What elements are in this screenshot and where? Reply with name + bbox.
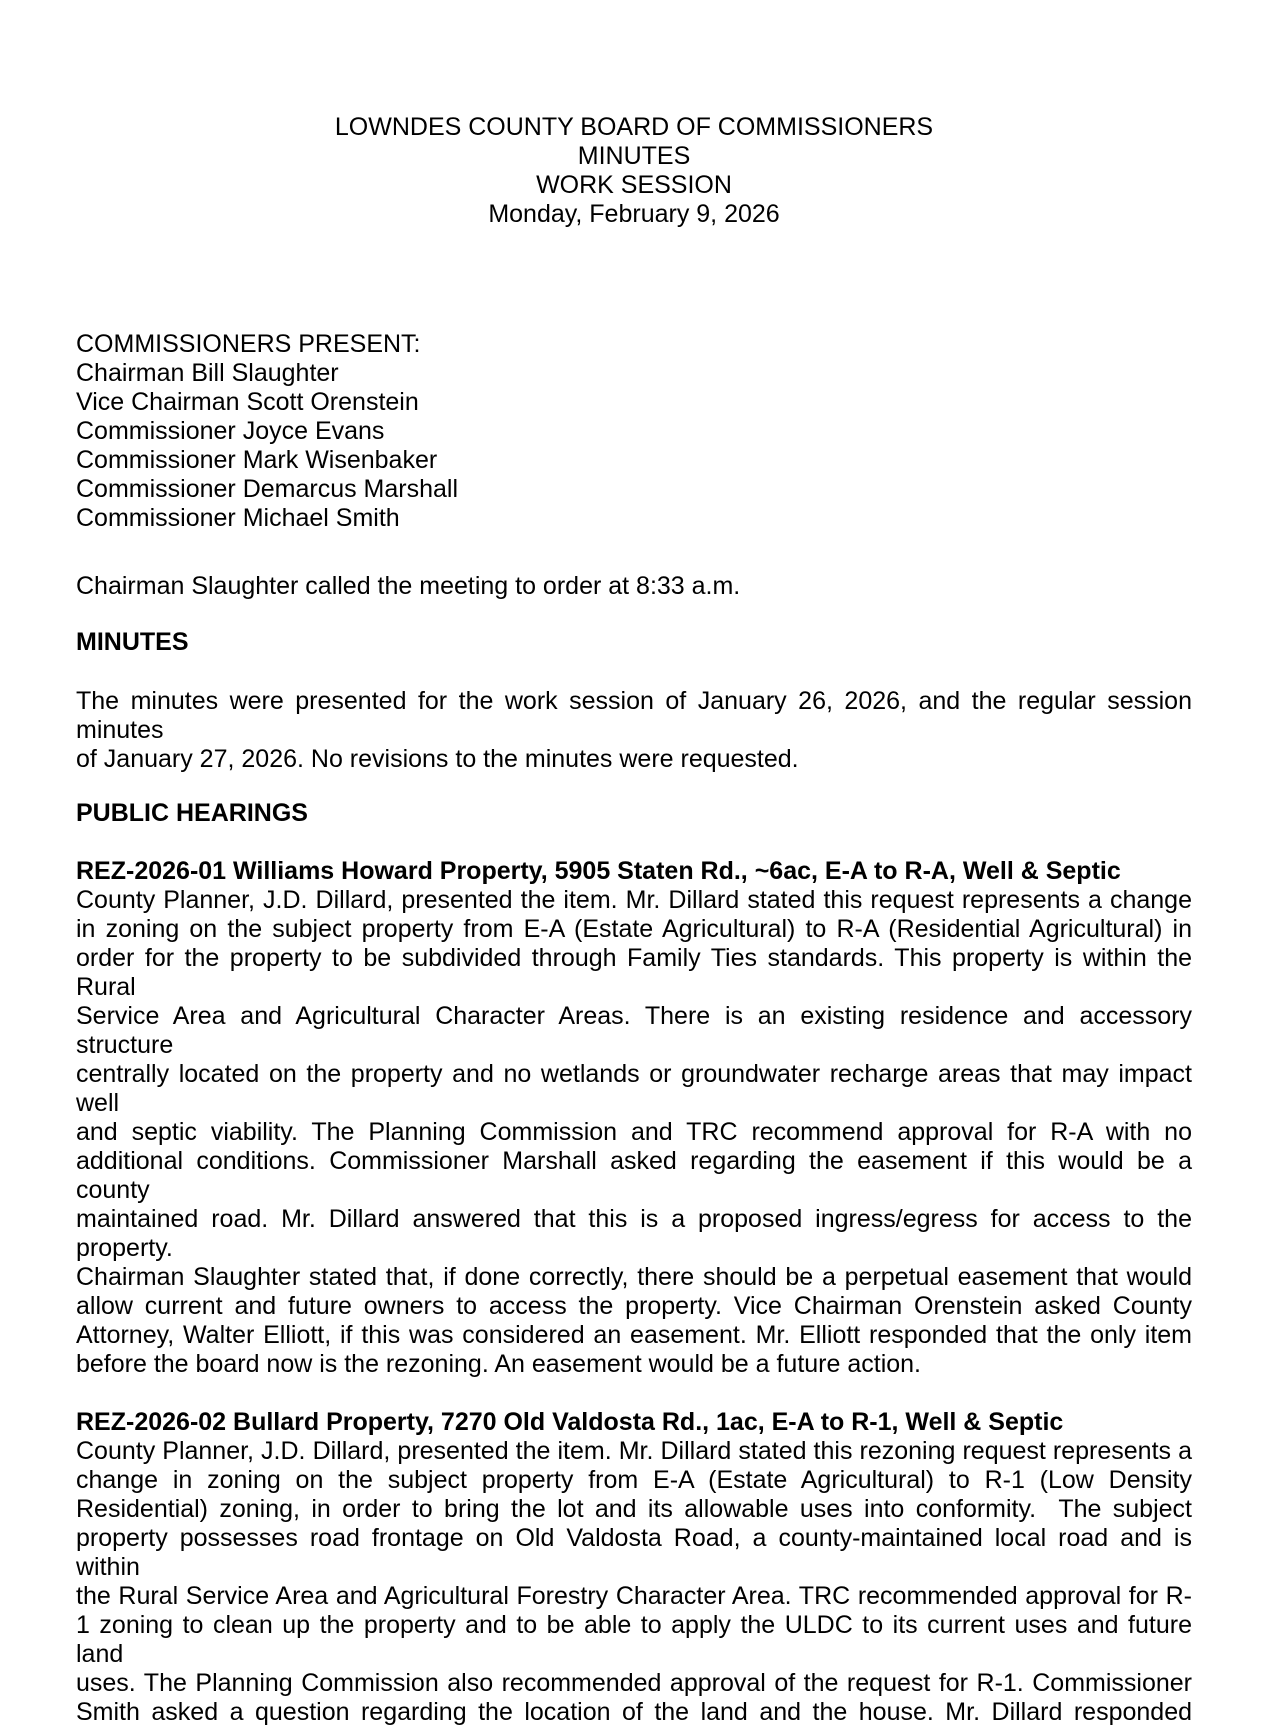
- hearing-item-heading: REZ-2026-01 Williams Howard Property, 5905 Staten Rd., ~6ac, E-A to R-A, Well & Septic: [76, 857, 1121, 885]
- title-line: MINUTES: [577, 142, 691, 170]
- paragraph-line: 1 zoning to clean up the property and to be able to apply the ULDC to its current uses and future land: [76, 1611, 1199, 1668]
- paragraph-line: centrally located on the property and no wetlands or groundwater recharge areas that may impact well: [76, 1060, 1199, 1117]
- paragraph-line: of January 27, 2026. No revisions to the minutes were requested.: [76, 745, 799, 773]
- title-line: WORK SESSION: [536, 171, 732, 199]
- title-line: Monday, February 9, 2026: [488, 200, 780, 228]
- paragraph-line: before the board now is the rezoning. An easement would be a future action.: [76, 1350, 921, 1378]
- attendance-block: [76, 330, 1192, 533]
- paragraph-line: maintained road. Mr. Dillard answered that this is a proposed ingress/egress for access to the property.: [76, 1205, 1199, 1262]
- paragraph-line: County Planner, J.D. Dillard, presented the item. Mr. Dillard stated this request represents a change: [76, 886, 1192, 914]
- paragraph-line: Chairman Slaughter stated that, if done correctly, there should be a perpetual easement that would: [76, 1263, 1192, 1291]
- paragraph-line: the Rural Service Area and Agricultural Forestry Character Area. TRC recommended approval for R-: [76, 1582, 1192, 1610]
- minutes-paragraph: [76, 687, 1199, 774]
- attendance-member: Commissioner Mark Wisenbaker: [76, 446, 438, 474]
- attendance-member: Commissioner Joyce Evans: [76, 417, 385, 445]
- paragraph-line: County Planner, J.D. Dillard, presented the item. Mr. Dillard stated this rezoning request represents a: [76, 1437, 1192, 1465]
- paragraph-line: allow current and future owners to access the property. Vice Chairman Orenstein asked County: [76, 1292, 1192, 1320]
- paragraph-line: Attorney, Walter Elliott, if this was considered an easement. Mr. Elliott responded that the only item: [76, 1321, 1192, 1349]
- paragraph-line: Smith asked a question regarding the location of the land and the house. Mr. Dillard responded: [76, 1698, 1192, 1726]
- attendance-label: COMMISSIONERS PRESENT:: [76, 330, 421, 358]
- hearing-item-paragraph: [76, 886, 1199, 1379]
- document-title-block: [76, 113, 1192, 229]
- attendance-member: Chairman Bill Slaughter: [76, 359, 339, 387]
- paragraph-line: order for the property to be subdivided through Family Ties standards. This property is within the Rural: [76, 944, 1199, 1001]
- paragraph-line: Service Area and Agricultural Character Areas. There is an existing residence and accessory structure: [76, 1002, 1199, 1059]
- hearing-item-paragraph: [76, 1437, 1199, 1727]
- attendance-member: Commissioner Michael Smith: [76, 504, 400, 532]
- call-to-order-text: Chairman Slaughter called the meeting to order at 8:33 a.m.: [76, 572, 741, 600]
- paragraph-line: uses. The Planning Commission also recommended approval of the request for R-1. Commissioner: [76, 1669, 1192, 1697]
- paragraph-line: change in zoning on the subject property from E-A (Estate Agricultural) to R-1 (Low Density: [76, 1466, 1192, 1494]
- attendance-member: Vice Chairman Scott Orenstein: [76, 388, 419, 416]
- hearing-item-rez-2026-02: [76, 1408, 1199, 1727]
- public-hearings-heading: PUBLIC HEARINGS: [76, 799, 308, 827]
- paragraph-line: additional conditions. Commissioner Marshall asked regarding the easement if this would be a county: [76, 1147, 1199, 1204]
- paragraph-line: property possesses road frontage on Old Valdosta Road, a county-maintained local road and is within: [76, 1524, 1199, 1581]
- hearing-item-rez-2026-01: [76, 857, 1199, 1379]
- title-line: LOWNDES COUNTY BOARD OF COMMISSIONERS: [334, 113, 934, 141]
- attendance-member: Commissioner Demarcus Marshall: [76, 475, 459, 503]
- paragraph-line: and septic viability. The Planning Commission and TRC recommend approval for R-A with no: [76, 1118, 1192, 1146]
- hearing-item-heading: REZ-2026-02 Bullard Property, 7270 Old Valdosta Rd., 1ac, E-A to R-1, Well & Septic: [76, 1408, 1064, 1436]
- paragraph-line: in zoning on the subject property from E-A (Estate Agricultural) to R-A (Residential Agricultural) in: [76, 915, 1192, 943]
- minutes-heading: MINUTES: [76, 628, 189, 656]
- paragraph-line: The minutes were presented for the work session of January 26, 2026, and the regular session minutes: [76, 687, 1199, 744]
- attendance-members: [76, 359, 1192, 533]
- paragraph-line: Residential) zoning, in order to bring the lot and its allowable uses into conformity. The subject: [76, 1495, 1192, 1523]
